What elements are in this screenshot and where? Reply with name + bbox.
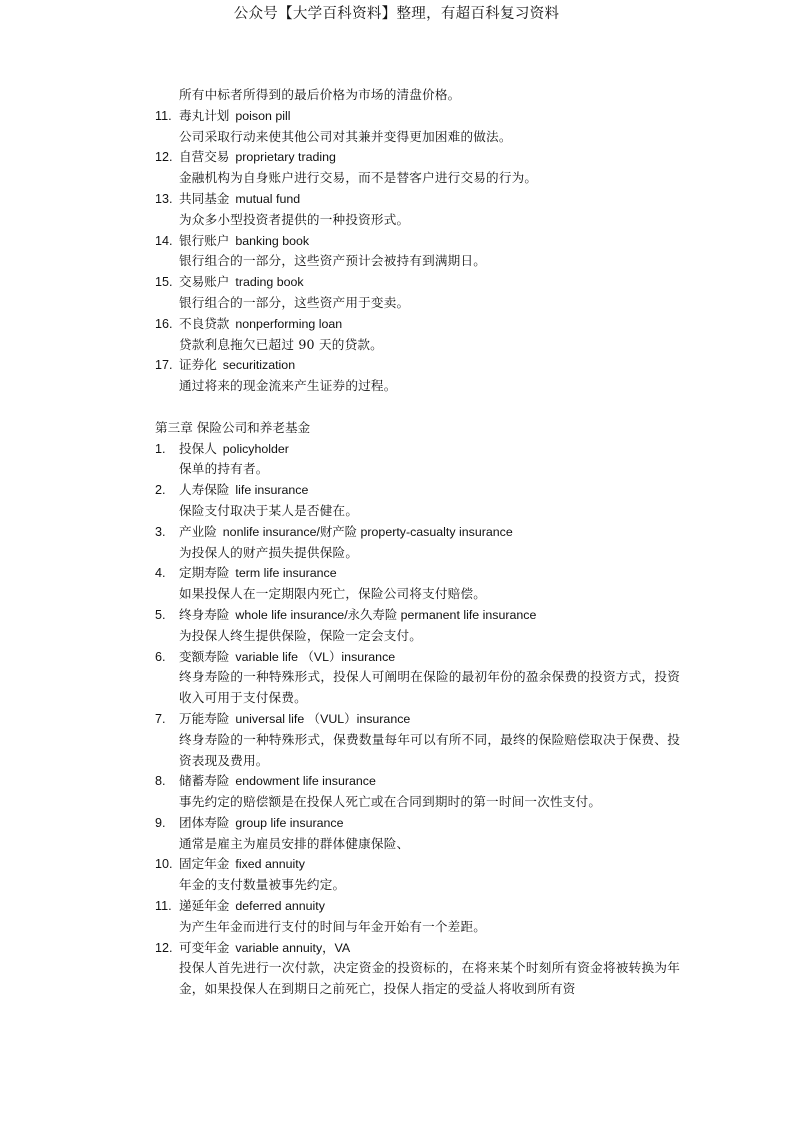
term-definition: 通过将来的现金流来产生证券的过程。 — [179, 378, 397, 394]
term-definition: 终身寿险的一种特殊形式，保费数量每年可以有所不同，最终的保险赔偿取决于保费、投资表现及费用。 — [179, 731, 680, 768]
glossary-term — [155, 355, 680, 376]
document-body — [155, 85, 680, 1000]
glossary-term — [155, 647, 680, 668]
glossary-term — [155, 272, 680, 293]
term-english: nonperforming loan — [235, 316, 343, 331]
term-chinese: 万能寿险 — [179, 710, 230, 726]
term-chinese: 递延年金 — [179, 898, 230, 914]
term-definition: 为投保人的财产损失提供保险。 — [179, 544, 359, 560]
term-definition: 保单的持有者。 — [179, 461, 269, 477]
glossary-term — [155, 480, 680, 501]
term-english: fixed annuity — [235, 857, 305, 872]
term-chinese: 定期寿险 — [179, 565, 230, 581]
term-english: deferred annuity — [235, 899, 325, 914]
term-english: banking book — [235, 233, 310, 248]
term-chinese: 银行账户 — [179, 232, 230, 248]
glossary-section-1 — [155, 106, 680, 397]
term-number: 2. — [155, 483, 166, 498]
term-definition: 为众多小型投资者提供的一种投资形式。 — [179, 211, 410, 227]
term-chinese: 产业险 — [179, 523, 217, 539]
term-english: mutual fund — [235, 191, 301, 206]
term-english: term life insurance — [235, 566, 337, 581]
term-number: 4. — [155, 566, 166, 581]
term-chinese: 投保人 — [179, 440, 217, 456]
term-english: life insurance — [235, 483, 309, 498]
term-definition: 如果投保人在一定期限内死亡，保险公司将支付赔偿。 — [179, 586, 487, 602]
term-definition: 终身寿险的一种特殊形式，投保人可阐明在保险的最初年份的盈余保费的投资方式，投资收入可用于支付保费。 — [179, 669, 680, 706]
term-number: 13. — [155, 191, 173, 206]
term-chinese: 证券化 — [179, 357, 217, 373]
term-number: 9. — [155, 815, 166, 830]
term-english: securitization — [222, 358, 296, 373]
term-chinese: 毒丸计划 — [179, 107, 230, 123]
term-number: 1. — [155, 441, 166, 456]
glossary-term — [155, 771, 680, 792]
term-definition: 通常是雇主为雇员安排的群体健康保险、 — [179, 835, 410, 851]
term-english: policyholder — [222, 441, 289, 456]
term-definition: 投保人首先进行一次付款，决定资金的投资标的，在将来某个时刻所有资金将被转换为年金，如果投保人在到期日之前死亡，投保人指定的受益人将收到所有资 — [179, 960, 680, 997]
term-definition: 年金的支付数量被事先约定。 — [179, 877, 346, 893]
term-english: universal life （VUL）insurance — [235, 711, 411, 726]
glossary-term — [155, 147, 680, 168]
term-definition: 保险支付取决于某人是否健在。 — [179, 502, 359, 518]
term-chinese: 不良贷款 — [179, 315, 230, 331]
term-definition: 贷款利息拖欠已超过 90 天的贷款。 — [179, 336, 383, 352]
glossary-term — [155, 522, 680, 543]
glossary-term — [155, 896, 680, 917]
term-definition: 银行组合的一部分，这些资产预计会被持有到满期日。 — [179, 253, 487, 269]
glossary-term — [155, 605, 680, 626]
term-definition: 银行组合的一部分，这些资产用于变卖。 — [179, 294, 410, 310]
glossary-term — [155, 813, 680, 834]
glossary-term — [155, 106, 680, 127]
term-english: nonlife insurance/财产险 property-casualty insurance — [222, 524, 513, 539]
term-english: variable annuity，VA — [235, 940, 351, 955]
term-chinese: 自营交易 — [179, 149, 230, 165]
term-chinese: 团体寿险 — [179, 814, 230, 830]
glossary-term — [155, 938, 680, 959]
term-definition: 公司采取行动来使其他公司对其兼并变得更加困难的做法。 — [179, 128, 512, 144]
term-number: 8. — [155, 774, 166, 789]
chapter-title: 第三章 保险公司和养老基金 — [155, 419, 311, 435]
glossary-term — [155, 709, 680, 730]
term-definition: 事先约定的赔偿额是在投保人死亡或在合同到期时的第一时间一次性支付。 — [179, 794, 602, 810]
term-number: 5. — [155, 607, 166, 622]
term-number: 12. — [155, 940, 173, 955]
term-chinese: 储蓄寿险 — [179, 773, 230, 789]
term-chinese: 固定年金 — [179, 856, 230, 872]
term-english: poison pill — [235, 108, 291, 123]
term-number: 17. — [155, 358, 173, 373]
term-number: 6. — [155, 649, 166, 664]
term-chinese: 人寿保险 — [179, 482, 230, 498]
term-number: 3. — [155, 524, 166, 539]
term-english: endowment life insurance — [235, 774, 376, 789]
term-number: 14. — [155, 233, 173, 248]
term-chinese: 交易账户 — [179, 274, 230, 290]
term-english: whole life insurance/永久寿险 permanent life insurance — [235, 607, 537, 622]
glossary-term — [155, 314, 680, 335]
term-chinese: 共同基金 — [179, 190, 230, 206]
glossary-term — [155, 563, 680, 584]
glossary-term — [155, 854, 680, 875]
section-gap — [155, 397, 680, 418]
term-definition: 为投保人终生提供保险，保险一定会支付。 — [179, 627, 423, 643]
glossary-term — [155, 439, 680, 460]
term-number: 7. — [155, 711, 166, 726]
glossary-term — [155, 189, 680, 210]
glossary-section-2 — [155, 439, 680, 1001]
lead-paragraph: 所有中标者所得到的最后价格为市场的清盘价格。 — [179, 87, 461, 102]
term-number: 12. — [155, 150, 173, 165]
term-chinese: 终身寿险 — [179, 606, 230, 622]
glossary-term — [155, 231, 680, 252]
term-definition: 金融机构为自身账户进行交易，而不是替客户进行交易的行为。 — [179, 170, 538, 186]
term-definition: 为产生年金而进行支付的时间与年金开始有一个差距。 — [179, 918, 487, 934]
term-chinese: 变额寿险 — [179, 648, 230, 664]
term-english: trading book — [235, 275, 304, 290]
term-number: 16. — [155, 316, 173, 331]
term-english: variable life （VL）insurance — [235, 649, 396, 664]
term-number: 11. — [155, 899, 172, 914]
term-english: proprietary trading — [235, 150, 336, 165]
page-header: 公众号【大学百科资料】整理，有超百科复习资料 — [233, 6, 560, 22]
term-number: 10. — [155, 857, 173, 872]
term-english: group life insurance — [235, 815, 344, 830]
term-number: 15. — [155, 275, 173, 290]
term-number: 11. — [155, 108, 172, 123]
term-chinese: 可变年金 — [179, 939, 230, 955]
